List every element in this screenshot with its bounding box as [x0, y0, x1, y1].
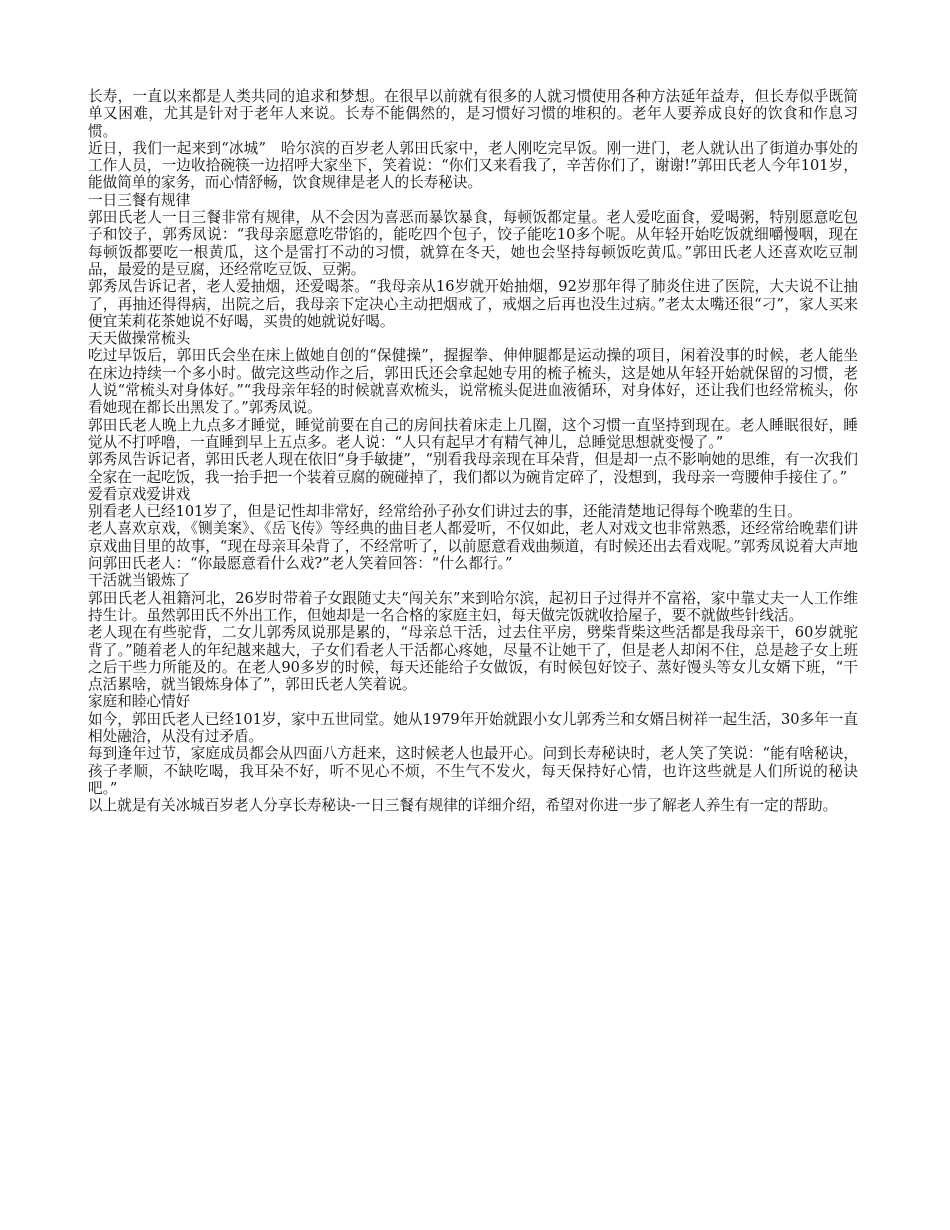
memory-paragraph: 别看老人已经101岁了，但是记性却非常好，经常给孙子孙女们讲过去的事，还能清楚地记得每个晚辈的生日。: [88, 503, 802, 521]
section-heading-meals: 一日三餐有规律: [88, 191, 191, 209]
background-paragraph: 郭田氏老人祖籍河北，26岁时带着子女跟随丈夫“闯关东”来到哈尔滨，起初日子过得并不富裕，家中靠丈夫一人工作维持生计。虽然郭田氏不外出工作，但她却是一名合格的家庭主妇，每天做完饭就收拾屋子，要不就做些针线活。: [88, 589, 858, 624]
work-paragraph: 老人现在有些驼背，二女儿郭秀凤说那是累的，“母亲总干活，过去住平房，劈柴背柴这些活都是我母亲干，60岁就驼背了。”随着老人的年纪越来越大，子女们看老人干活都心疼她，尽量不让她干了，但是老人却闲不住，总是趁子女上班之后干些力所能及的。在老人90多岁的时候，每天还能给子女做饭，有时候包好饺子、蒸好馒头等女儿女婿下班，“干点活累啥，就当锻炼身体了”，郭田氏老人笑着说。: [88, 624, 858, 694]
meals-paragraph: 郭田氏老人一日三餐非常有规律，从不会因为喜恶而暴饮暴食，每顿饭都定量。老人爱吃面食，爱喝粥，特别愿意吃包子和饺子，郭秀凤说：“我母亲愿意吃带馅的，能吃四个包子，饺子能吃10多个呢。从年轻开始吃饭就细嚼慢咽，现在每顿饭都要吃一根黄瓜，这个是雷打不动的习惯，就算在冬天，她也会坚持每顿饭吃黄瓜。”郭田氏老人还喜欢吃豆制品，最爱的是豆腐，还经常吃豆饭、豆粥。: [88, 209, 858, 278]
intro-paragraph: 长寿，一直以来都是人类共同的追求和梦想。在很早以前就有很多的人就习惯使用各种方法延年益寿，但长寿似乎既简单又困难，尤其是针对于老年人来说。长寿不能偶然的，是习惯好习惯的堆积的。老年人要养成良好的饮食和作息习惯。: [88, 88, 858, 140]
visit-paragraph: 近日，我们一起来到“冰城” 哈尔滨的百岁老人郭田氏家中，老人刚吃完早饭。刚一进门，老人就认出了街道办事处的工作人员，一边收拾碗筷一边招呼大家坐下，笑着说：“你们又来看我了，辛苦你们了，谢谢!”郭田氏老人今年101岁，能做简单的家务，而心情舒畅，饮食规律是老人的长寿秘诀。: [88, 139, 858, 192]
smoking-tea-paragraph: 郭秀凤告诉记者，老人爱抽烟，还爱喝茶。“我母亲从16岁就开始抽烟，92岁那年得了肺炎住进了医院，大夫说不让抽了，再抽还得得病，出院之后，我母亲下定决心主动把烟戒了，戒烟之后再也没生过病。”老太太嘴还很“刁”，家人买来便宜茉莉花茶她说不好喝，买贵的她就说好喝。: [88, 278, 858, 330]
sleep-paragraph: 郭田氏老人晚上九点多才睡觉，睡觉前要在自己的房间扶着床走上几圈，这个习惯一直坚持到现在。老人睡眠很好，睡觉从不打呼噜，一直睡到早上五点多。老人说：“人只有起早才有精气神儿，总睡觉思想就变慢了。”: [88, 416, 858, 451]
agility-paragraph: 郭秀凤告诉记者，郭田氏老人现在依旧“身手敏捷”，“别看我母亲现在耳朵背，但是却一点不影响她的思维，有一次我们全家在一起吃饭，我一抬手把一个装着豆腐的碗碰掉了，我们都以为碗肯定碎了，没想到，我母亲一弯腰伸手接住了。”: [88, 451, 858, 486]
section-heading-family: 家庭和睦心情好: [88, 693, 191, 711]
section-heading-exercise: 天天做操常梳头: [88, 330, 191, 348]
family-paragraph: 如今，郭田氏老人已经101岁，家中五世同堂。她从1979年开始就跟小女儿郭秀兰和女婿吕树祥一起生活，30多年一直相处融洽，从没有过矛盾。: [88, 710, 858, 745]
section-heading-work: 干活就当锻炼了: [88, 572, 191, 590]
exercise-paragraph: 吃过早饭后，郭田氏会坐在床上做她自创的“保健操”，握握拳、伸伸腿都是运动操的项目，闲着没事的时候，老人能坐在床边持续一个多小时。做完这些动作之后，郭田氏还会拿起她专用的梳子梳头，这是她从年轻开始就保留的习惯，老人说“常梳头对身体好。”“我母亲年轻的时候就喜欢梳头，说常梳头促进血液循环，对身体好，还让我们也经常梳头，你看她现在都长出黑发了。”郭秀凤说。: [88, 347, 858, 417]
article-body: [88, 88, 858, 814]
section-heading-opera: 爱看京戏爱讲戏: [88, 485, 191, 503]
secret-paragraph: 每到逢年过节，家庭成员都会从四面八方赶来，这时候老人也最开心。问到长寿秘诀时，老人笑了笑说：“能有啥秘诀，孩子孝顺，不缺吃喝，我耳朵不好，听不见心不烦，不生气不发火，每天保持好心情，也许这些就是人们所说的秘诀吧。”: [88, 745, 858, 797]
opera-paragraph: 老人喜欢京戏，《铡美案》、《岳飞传》等经典的曲目老人都爱听，不仅如此，老人对戏文也非常熟悉，还经常给晚辈们讲京戏曲目里的故事，“现在母亲耳朵背了，不经常听了，以前愿意看戏曲频道，有时候还出去看戏呢。”郭秀凤说着大声地问郭田氏老人：“你最愿意看什么戏?”老人笑着回答：“什么都行。”: [88, 520, 858, 573]
closing-paragraph: 以上就是有关冰城百岁老人分享长寿秘诀-一日三餐有规律的详细介绍，希望对你进一步了解老人养生有一定的帮助。: [88, 797, 838, 815]
